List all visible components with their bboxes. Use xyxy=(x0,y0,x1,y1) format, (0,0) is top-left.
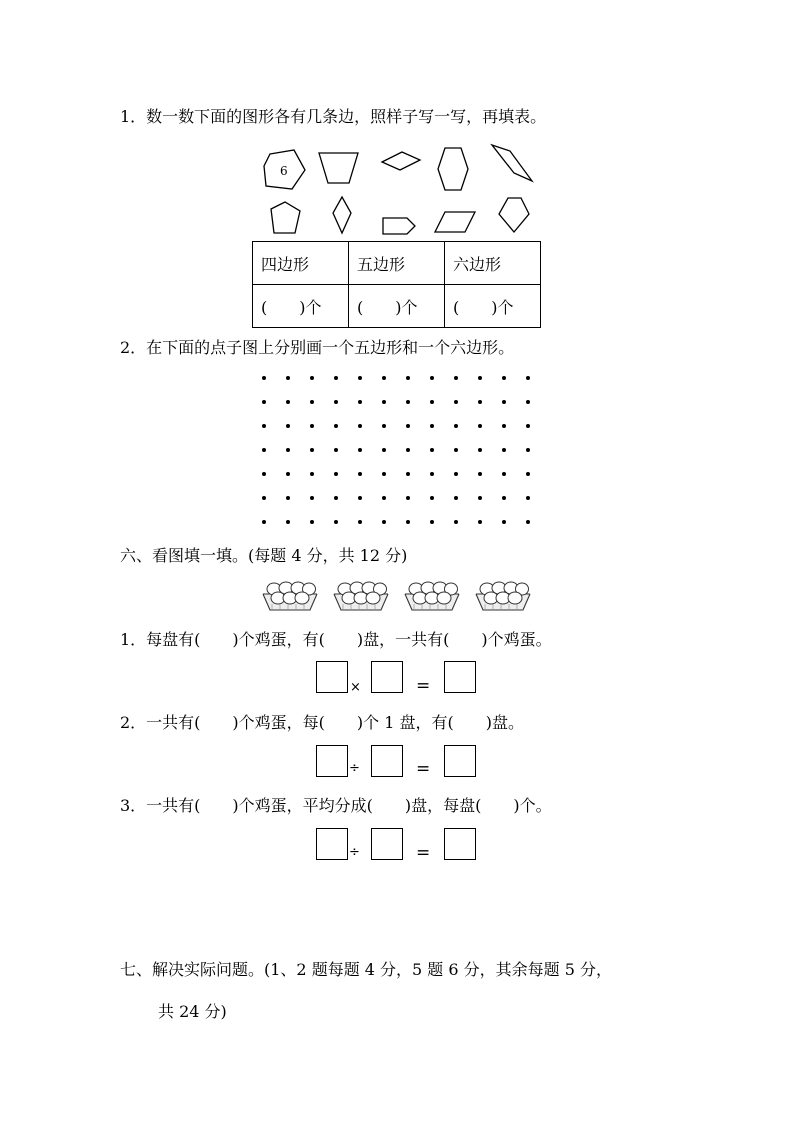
trapezoid-shape xyxy=(318,151,360,185)
q1-text: 1．数一数下面的图形各有几条边，照样子写一写，再填表。 xyxy=(120,107,547,126)
grid-dot xyxy=(526,520,530,524)
grid-dot xyxy=(334,472,338,476)
grid-dot xyxy=(502,472,506,476)
grid-dot xyxy=(382,472,386,476)
grid-dot xyxy=(286,448,290,452)
egg-tray-icon xyxy=(331,580,391,620)
grid-dot xyxy=(334,520,338,524)
grid-dot xyxy=(454,400,458,404)
grid-dot xyxy=(526,472,530,476)
grid-dot xyxy=(454,424,458,428)
example-label: 6 xyxy=(280,164,288,178)
grid-dot xyxy=(430,376,434,380)
hexagon-shape xyxy=(436,146,470,192)
grid-dot xyxy=(382,448,386,452)
divide-sign-1: ÷ xyxy=(349,761,360,776)
grid-dot xyxy=(310,520,314,524)
grid-dot xyxy=(526,424,530,428)
grid-dot xyxy=(262,448,266,452)
grid-dot xyxy=(526,376,530,380)
grid-dot xyxy=(430,496,434,500)
table-cell-quadrilateral-count[interactable]: ( )个 xyxy=(253,285,349,328)
grid-dot xyxy=(478,448,482,452)
grid-dot xyxy=(286,400,290,404)
grid-dot xyxy=(358,496,362,500)
table-header-pentagon: 五边形 xyxy=(349,242,445,285)
grid-dot xyxy=(502,400,506,404)
pentagon-shape-2 xyxy=(497,196,531,234)
grid-dot xyxy=(502,448,506,452)
egg-tray-icon xyxy=(402,580,462,620)
grid-dot xyxy=(478,424,482,428)
equals-sign-2: = xyxy=(416,759,431,779)
section6-item3-text: 3．一共有( )个鸡蛋，平均分成( )盘，每盘( )个。 xyxy=(120,796,552,815)
grid-dot xyxy=(358,448,362,452)
answer-box-1c[interactable] xyxy=(444,661,476,693)
answer-box-3a[interactable] xyxy=(316,828,348,860)
grid-dot xyxy=(310,496,314,500)
section6-title: 六、看图填一填。(每题 4 分，共 12 分) xyxy=(120,546,408,565)
grid-dot xyxy=(502,424,506,428)
table-header-hexagon: 六边形 xyxy=(445,242,541,285)
multiply-sign: × xyxy=(350,680,361,695)
grid-dot xyxy=(526,448,530,452)
table-header-quadrilateral: 四边形 xyxy=(253,242,349,285)
grid-dot xyxy=(478,472,482,476)
grid-dot xyxy=(358,376,362,380)
equals-sign-1: = xyxy=(416,676,431,696)
grid-dot xyxy=(502,520,506,524)
table-cell-pentagon-count[interactable]: ( )个 xyxy=(349,285,445,328)
grid-dot xyxy=(334,448,338,452)
grid-dot xyxy=(478,376,482,380)
grid-dot xyxy=(310,424,314,428)
grid-dot xyxy=(358,400,362,404)
grid-dot xyxy=(358,472,362,476)
grid-dot xyxy=(286,520,290,524)
section7-title-line2: 共 24 分) xyxy=(158,1002,227,1021)
pentagon-shape xyxy=(268,200,302,236)
grid-dot xyxy=(454,520,458,524)
kite-shape xyxy=(331,195,353,235)
grid-dot xyxy=(382,376,386,380)
grid-dot xyxy=(262,472,266,476)
grid-dot xyxy=(454,472,458,476)
grid-dot xyxy=(382,400,386,404)
grid-dot xyxy=(430,448,434,452)
answer-box-1a[interactable] xyxy=(316,661,348,693)
equals-sign-3: = xyxy=(416,843,431,863)
grid-dot xyxy=(406,424,410,428)
section7-title-line1: 七、解决实际问题。(1、2 题每题 4 分，5 题 6 分，其余每题 5 分， xyxy=(120,960,613,979)
grid-dot xyxy=(286,496,290,500)
grid-dot xyxy=(334,376,338,380)
section6-item1-text: 1．每盘有( )个鸡蛋，有( )盘，一共有( )个鸡蛋。 xyxy=(120,630,552,649)
grid-dot xyxy=(358,520,362,524)
grid-dot xyxy=(430,520,434,524)
hexagon-example-shape xyxy=(262,148,308,192)
arrow-pentagon-shape xyxy=(381,216,417,236)
grid-dot xyxy=(502,376,506,380)
answer-box-3c[interactable] xyxy=(444,828,476,860)
grid-dot xyxy=(262,520,266,524)
grid-dot xyxy=(382,496,386,500)
parallelogram-shape-2 xyxy=(433,210,477,234)
grid-dot xyxy=(478,496,482,500)
grid-dot xyxy=(454,496,458,500)
section6-item2-text: 2．一共有( )个鸡蛋，每( )个 1 盘，有( )盘。 xyxy=(120,713,524,732)
egg-tray-icon xyxy=(473,580,533,620)
grid-dot xyxy=(430,472,434,476)
grid-dot xyxy=(262,376,266,380)
grid-dot xyxy=(526,496,530,500)
grid-dot xyxy=(382,520,386,524)
polygon-count-table xyxy=(252,241,541,328)
grid-dot xyxy=(406,496,410,500)
divide-sign-2: ÷ xyxy=(349,845,360,860)
grid-dot xyxy=(478,520,482,524)
egg-tray-icon xyxy=(260,580,320,620)
grid-dot xyxy=(286,376,290,380)
answer-box-1b[interactable] xyxy=(371,661,403,693)
answer-box-2c[interactable] xyxy=(444,745,476,777)
grid-dot xyxy=(286,472,290,476)
grid-dot xyxy=(382,424,386,428)
table-cell-hexagon-count[interactable]: ( )个 xyxy=(445,285,541,328)
grid-dot xyxy=(526,400,530,404)
grid-dot xyxy=(334,424,338,428)
grid-dot xyxy=(262,424,266,428)
grid-dot xyxy=(406,472,410,476)
grid-dot xyxy=(310,472,314,476)
grid-dot xyxy=(406,520,410,524)
dot-grid[interactable] xyxy=(258,372,538,532)
grid-dot xyxy=(358,424,362,428)
grid-dot xyxy=(406,376,410,380)
grid-dot xyxy=(502,496,506,500)
grid-dot xyxy=(454,448,458,452)
grid-dot xyxy=(310,400,314,404)
answer-box-2a[interactable] xyxy=(316,745,348,777)
rhombus-shape xyxy=(380,150,422,172)
grid-dot xyxy=(334,496,338,500)
grid-dot xyxy=(262,400,266,404)
grid-dot xyxy=(430,424,434,428)
grid-dot xyxy=(454,376,458,380)
answer-box-2b[interactable] xyxy=(371,745,403,777)
grid-dot xyxy=(310,376,314,380)
grid-dot xyxy=(430,400,434,404)
q2-text: 2．在下面的点子图上分别画一个五边形和一个六边形。 xyxy=(120,338,515,357)
grid-dot xyxy=(310,448,314,452)
grid-dot xyxy=(286,424,290,428)
grid-dot xyxy=(478,400,482,404)
grid-dot xyxy=(334,400,338,404)
grid-dot xyxy=(262,496,266,500)
grid-dot xyxy=(406,400,410,404)
parallelogram-shape xyxy=(490,143,534,183)
answer-box-3b[interactable] xyxy=(371,828,403,860)
grid-dot xyxy=(406,448,410,452)
